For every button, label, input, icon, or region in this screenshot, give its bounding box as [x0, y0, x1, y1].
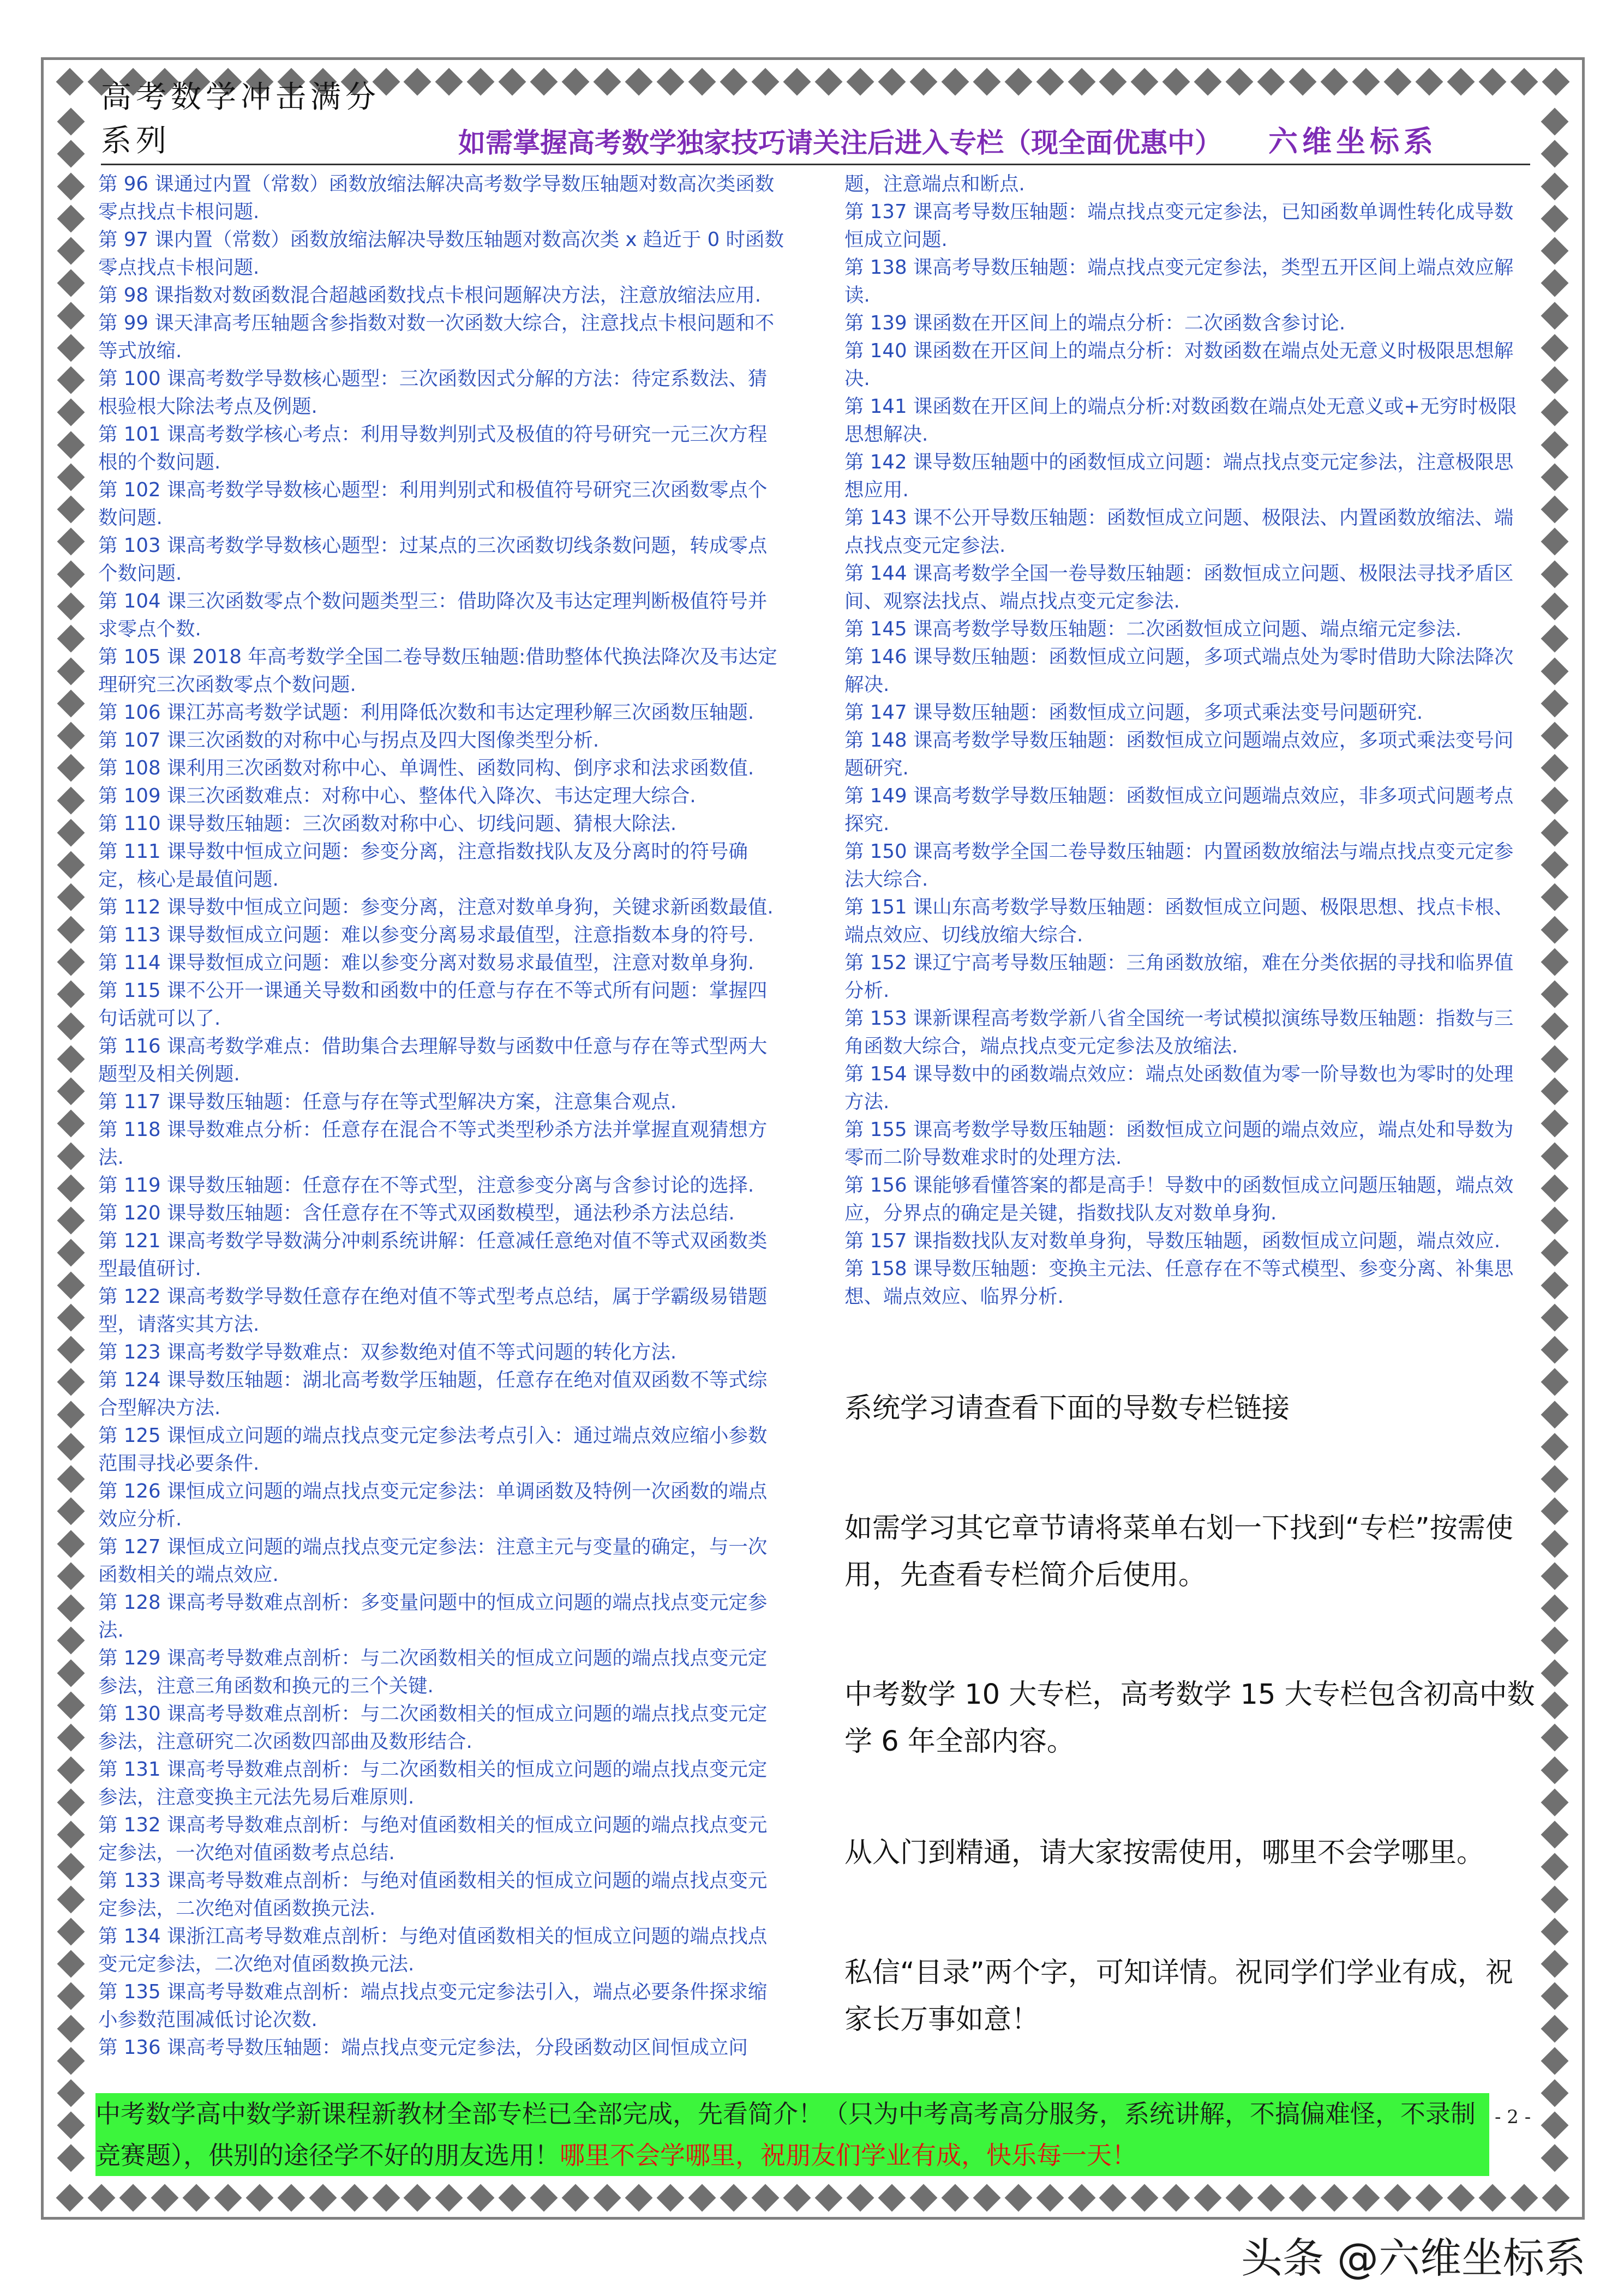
border-diamond	[1541, 1950, 1569, 1978]
border-diamond	[1541, 1692, 1569, 1720]
border-diamond	[752, 2184, 780, 2212]
lesson-item: 第 155 课高考数学导数压轴题：函数恒成立问题的端点效应，端点处和导数为零而二阶导数难求时的处理方法.	[844, 1119, 1514, 1169]
lesson-item: 第 96 课通过内置（常数）函数放缩法解决高考数学导数压轴题对数高次类函数零点找点卡根问题.	[98, 173, 775, 223]
border-diamond	[1541, 625, 1569, 653]
border-diamond	[1478, 68, 1506, 96]
border-diamond	[1541, 948, 1569, 976]
watermark-text: 头条 @六维坐标系	[1241, 2234, 1586, 2282]
lesson-item: 第 147 课导数压轴题：函数恒成立问题，多项式乘法变号问题研究.	[844, 701, 1423, 724]
border-diamond	[1541, 1207, 1569, 1235]
border-diamond	[878, 68, 906, 96]
border-diamond	[57, 851, 85, 879]
border-diamond	[1541, 1303, 1569, 1331]
lesson-item: 第 120 课导数压轴题：含任意存在不等式双函数模型，通法秒杀方法总结.	[98, 1202, 735, 1224]
border-diamond	[1416, 68, 1443, 96]
border-diamond	[1541, 1239, 1569, 1267]
border-diamond	[57, 140, 85, 168]
border-diamond	[1541, 528, 1569, 556]
border-diamond	[57, 1368, 85, 1396]
border-diamond	[57, 172, 85, 200]
border-diamond	[530, 2184, 558, 2212]
border-diamond	[57, 1562, 85, 1590]
lesson-item: 第 115 课不公开一课通关导数和函数中的任意与存在不等式所有问题：掌握四句话就可以了.	[98, 979, 768, 1030]
border-diamond	[57, 1433, 85, 1460]
border-diamond	[941, 2184, 969, 2212]
border-diamond	[688, 2184, 716, 2212]
lesson-item: 第 137 课高考导数压轴题：端点找点变元定参法，已知函数单调性转化成导数恒成立问题.	[844, 201, 1514, 251]
border-diamond	[657, 68, 685, 96]
message-usage: 从入门到精通，请大家按需使用，哪里不会学哪里。	[844, 1837, 1485, 1869]
border-diamond	[1541, 205, 1569, 232]
border-diamond	[151, 2184, 178, 2212]
border-diamond	[1541, 1078, 1569, 1105]
border-diamond	[57, 689, 85, 717]
lesson-item: 第 132 课高考导数难点剖析：与绝对值函数相关的恒成立问题的端点找点变元定参法，一次绝对值函数考点总结.	[98, 1814, 768, 1864]
lesson-item: 第 101 课高考数学核心考点：利用导数判别式及极值的符号研究一元三次方程根的个数问题.	[98, 423, 768, 473]
border-diamond	[1541, 1595, 1569, 1622]
border-bottom	[60, 2187, 1566, 2209]
border-diamond	[1541, 1885, 1569, 1913]
border-diamond	[1541, 269, 1569, 297]
border-diamond	[752, 68, 780, 96]
border-diamond	[57, 302, 85, 329]
lesson-item: 第 154 课导数中的函数端点效应：端点处函数值为零一阶导数也为零时的处理方法.	[844, 1063, 1514, 1113]
lesson-item: 第 119 课导数压轴题：任意存在不等式型，注意参变分离与含参讨论的选择.	[98, 1174, 754, 1197]
border-diamond	[1541, 1627, 1569, 1655]
border-diamond	[245, 2184, 273, 2212]
border-diamond	[1541, 1498, 1569, 1525]
border-diamond	[1541, 916, 1569, 943]
border-diamond	[57, 1013, 85, 1041]
border-diamond	[1099, 2184, 1127, 2212]
lesson-item: 第 111 课导数中恒成立问题：参变分离，注意指数找队友及分离时的符号确定，核心是最值问题.	[98, 840, 748, 891]
border-diamond	[57, 1659, 85, 1687]
border-diamond	[57, 399, 85, 426]
lesson-item: 第 135 课高考导数难点剖析：端点找点变元定参法引入，端点必要条件探求缩小参数范围减低讨论次数.	[98, 1981, 768, 2031]
border-diamond	[1099, 68, 1127, 96]
lesson-item: 第 150 课高考数学全国二卷导数压轴题：内置函数放缩法与端点找点变元定参法大综合.	[844, 840, 1514, 891]
border-diamond	[87, 2184, 115, 2212]
border-diamond	[1541, 140, 1569, 168]
lesson-item: 第 136 课高考导数压轴题：端点找点变元定参法，分段函数动区间恒成立问	[98, 2036, 748, 2059]
border-diamond	[57, 1530, 85, 1558]
border-diamond	[1416, 2184, 1443, 2212]
border-diamond	[688, 68, 716, 96]
border-diamond	[57, 2144, 85, 2172]
promo-text: 如需掌握高考数学独家技巧请关注后进入专栏（现全面优惠中）	[458, 127, 1222, 159]
border-diamond	[625, 2184, 653, 2212]
border-diamond	[1226, 68, 1254, 96]
lesson-item: 第 138 课高考导数压轴题：端点找点变元定参法，类型五开区间上端点效应解读.	[844, 256, 1514, 306]
border-diamond	[1541, 1562, 1569, 1590]
lesson-item: 第 109 课三次函数难点：对称中心、整体代入降次、韦达定理大综合.	[98, 785, 696, 807]
border-diamond	[57, 883, 85, 911]
lesson-item: 第 158 课导数压轴题：变换主元法、任意存在不等式模型、参变分离、补集思想、端点效应、临界分析.	[844, 1258, 1514, 1308]
lesson-item: 第 142 课导数压轴题中的函数恒成立问题：端点找点变元定参法，注意极限思想应用.	[844, 451, 1514, 501]
border-diamond	[1541, 981, 1569, 1008]
border-diamond	[1541, 1821, 1569, 1849]
border-diamond	[467, 2184, 495, 2212]
border-diamond	[909, 68, 937, 96]
border-diamond	[57, 657, 85, 685]
border-diamond	[57, 1336, 85, 1364]
border-diamond	[1541, 754, 1569, 782]
border-diamond	[1541, 657, 1569, 685]
border-diamond	[1541, 399, 1569, 426]
banner-red-text: 哪里不会学哪里，祝朋友们学业有成，快乐每一天！	[560, 2141, 1137, 2170]
lesson-item: 第 97 课内置（常数）函数放缩法解决导数压轴题对数高次类 x 趋近于 0 时函数零点找点卡根问题.	[98, 229, 784, 279]
lesson-item: 题，注意端点和断点.	[844, 173, 1025, 195]
border-diamond	[1541, 172, 1569, 200]
lesson-item: 第 123 课高考数学导数难点：双参数绝对值不等式问题的转化方法.	[98, 1341, 677, 1363]
lesson-item: 第 114 课导数恒成立问题：难以参变分离对数易求最值型，注意对数单身狗.	[98, 952, 754, 974]
border-diamond	[814, 68, 842, 96]
border-diamond	[846, 2184, 874, 2212]
lesson-item: 第 153 课新课程高考数学新八省全国统一考试模拟演练导数压轴题：指数与三角函数大综合，端点找点变元定参法及放缩法.	[844, 1007, 1514, 1057]
border-left	[60, 112, 82, 2168]
border-diamond	[1289, 2184, 1317, 2212]
series-title: 高考数学冲击满分系列	[101, 80, 380, 159]
border-diamond	[57, 205, 85, 232]
border-diamond	[1541, 1271, 1569, 1299]
border-diamond	[530, 68, 558, 96]
border-diamond	[57, 1239, 85, 1267]
border-diamond	[57, 1078, 85, 1105]
lesson-item: 第 100 课高考数学导数核心题型：三次函数因式分解的方法：待定系数法、猜根验根大除法考点及例题.	[98, 368, 768, 418]
border-diamond	[56, 68, 84, 96]
border-diamond	[57, 754, 85, 782]
lesson-item: 第 102 课高考数学导数核心题型：利用判别式和极值符号研究三次函数零点个数问题.	[98, 479, 768, 529]
border-diamond	[1541, 463, 1569, 491]
lesson-item: 第 118 课导数难点分析：任意存在混合不等式类型秒杀方法并掌握直观猜想方法.	[98, 1119, 768, 1169]
border-diamond	[1541, 1756, 1569, 1784]
lesson-list-left	[98, 170, 786, 2061]
lesson-item: 第 98 课指数对数函数混合超越函数找点卡根问题解决方法，注意放缩法应用.	[98, 284, 762, 306]
border-diamond	[57, 108, 85, 136]
border-diamond	[1541, 431, 1569, 459]
border-diamond	[1541, 1918, 1569, 1945]
border-diamond	[57, 981, 85, 1008]
border-diamond	[909, 2184, 937, 2212]
border-diamond	[435, 68, 463, 96]
lesson-list-right	[844, 170, 1532, 1311]
page-header	[101, 80, 1530, 165]
border-diamond	[1321, 68, 1349, 96]
lesson-item: 第 117 课导数压轴题：任意与存在等式型解决方案，注意集合观点.	[98, 1091, 677, 1113]
border-diamond	[1541, 851, 1569, 879]
border-diamond	[1541, 1853, 1569, 1881]
border-diamond	[57, 1982, 85, 2010]
promo-banner	[95, 2093, 1489, 2176]
border-diamond	[1510, 68, 1538, 96]
border-diamond	[56, 2184, 84, 2212]
border-diamond	[57, 2015, 85, 2042]
border-diamond	[1036, 68, 1064, 96]
message-private-contact: 私信“目录”两个字，可知详情。祝同学们学业有成，祝家长万事如意！	[844, 1957, 1513, 2036]
border-diamond	[57, 560, 85, 588]
border-diamond	[340, 2184, 368, 2212]
lesson-item: 第 148 课高考数学导数压轴题：函数恒成立问题端点效应，多项式乘法变号问题研究.	[844, 729, 1514, 779]
border-diamond	[499, 68, 526, 96]
border-diamond	[973, 2184, 1000, 2212]
border-diamond	[1194, 2184, 1222, 2212]
border-diamond	[372, 2184, 400, 2212]
lesson-item: 第 127 课恒成立问题的端点找点变元定参法：注意主元与变量的确定，与一次函数相关的端点效应.	[98, 1536, 768, 1586]
border-diamond	[57, 1724, 85, 1752]
border-diamond	[1352, 68, 1380, 96]
lesson-item: 第 128 课高考导数难点剖析：多变量问题中的恒成立问题的端点找点变元定参法.	[98, 1591, 768, 1642]
border-diamond	[57, 1692, 85, 1720]
lesson-item: 第 129 课高考导数难点剖析：与二次函数相关的恒成立问题的端点找点变元定参法，注意三角函数和换元的三个关键.	[98, 1647, 768, 1697]
border-diamond	[1510, 2184, 1538, 2212]
border-diamond	[57, 1045, 85, 1073]
border-diamond	[1162, 2184, 1190, 2212]
border-diamond	[1541, 366, 1569, 394]
border-diamond	[435, 2184, 463, 2212]
border-diamond	[1068, 68, 1095, 96]
border-diamond	[1036, 2184, 1064, 2212]
border-diamond	[1541, 2047, 1569, 2075]
lesson-item: 第 99 课天津高考压轴题含参指数对数一次函数大综合，注意找点卡根问题和不等式放缩.	[98, 312, 775, 362]
lesson-item: 第 106 课江苏高考数学试题：利用降低次数和韦达定理秒解三次函数压轴题.	[98, 701, 754, 724]
border-diamond	[57, 1885, 85, 1913]
watermark	[1241, 2225, 1586, 2285]
border-diamond	[57, 2079, 85, 2107]
border-diamond	[1004, 68, 1032, 96]
border-diamond	[1384, 68, 1412, 96]
brand-name: 六维坐标系	[1268, 124, 1437, 159]
lesson-item: 第 122 课高考数学导数任意存在绝对值不等式型考点总结，属于学霸级易错题型，请落实其方法.	[98, 1285, 768, 1336]
lesson-item: 第 134 课浙江高考导数难点剖析：与绝对值函数相关的恒成立问题的端点找点变元定参法，二次绝对值函数换元法.	[98, 1925, 768, 1975]
border-diamond	[1541, 334, 1569, 362]
border-diamond	[1541, 2079, 1569, 2107]
border-diamond	[214, 2184, 242, 2212]
border-diamond	[57, 496, 85, 524]
border-diamond	[1542, 68, 1569, 96]
border-diamond	[783, 68, 811, 96]
border-diamond	[1131, 2184, 1159, 2212]
border-diamond	[119, 2184, 147, 2212]
border-diamond	[1194, 68, 1222, 96]
border-diamond	[878, 2184, 906, 2212]
border-diamond	[57, 1303, 85, 1331]
border-diamond	[57, 948, 85, 976]
border-diamond	[1541, 2112, 1569, 2139]
border-diamond	[1004, 2184, 1032, 2212]
border-diamond	[499, 2184, 526, 2212]
message-column-menu: 如需学习其它章节请将菜单右划一下找到“专栏”按需使用，先查看专栏简介后使用。	[844, 1512, 1513, 1591]
lesson-item: 第 124 课导数压轴题：湖北高考数学压轴题，任意存在绝对值双函数不等式综合型解决方法.	[98, 1369, 768, 1419]
border-diamond	[57, 528, 85, 556]
lesson-item: 第 110 课导数压轴题：三次函数对称中心、切线问题、猜根大除法.	[98, 813, 677, 835]
lesson-item: 第 133 课高考导数难点剖析：与绝对值函数相关的恒成立问题的端点找点变元定参法，二次绝对值函数换元法.	[98, 1870, 768, 1920]
border-diamond	[1541, 1433, 1569, 1460]
border-diamond	[1226, 2184, 1254, 2212]
border-diamond	[1542, 2184, 1569, 2212]
lesson-item: 第 105 课 2018 年高考数学全国二卷导数压轴题:借助整体代换法降次及韦达定理研究三次函数零点个数问题.	[98, 646, 777, 696]
border-diamond	[57, 625, 85, 653]
lesson-item: 第 116 课高考数学难点：借助集合去理解导数与函数中任意与存在等式型两大题型及相关例题.	[98, 1035, 768, 1085]
lesson-item: 第 146 课导数压轴题：函数恒成立问题，多项式端点处为零时借助大除法降次解决.	[844, 646, 1514, 696]
border-diamond	[277, 2184, 305, 2212]
border-diamond	[1541, 1336, 1569, 1364]
border-diamond	[1068, 2184, 1095, 2212]
border-diamond	[594, 68, 621, 96]
border-diamond	[57, 1401, 85, 1428]
border-diamond	[1541, 819, 1569, 846]
border-diamond	[1541, 237, 1569, 265]
border-diamond	[57, 786, 85, 814]
lesson-item: 第 145 课高考数学导数压轴题：二次函数恒成立问题、端点缩元定参法.	[844, 618, 1462, 640]
border-diamond	[1541, 1530, 1569, 1558]
border-diamond	[1541, 722, 1569, 750]
border-diamond	[657, 2184, 685, 2212]
border-diamond	[1162, 68, 1190, 96]
border-diamond	[57, 916, 85, 943]
page-number: - 2 -	[1495, 2106, 1531, 2128]
border-diamond	[57, 1271, 85, 1299]
border-diamond	[1384, 2184, 1412, 2212]
border-diamond	[57, 2112, 85, 2139]
border-diamond	[1541, 1465, 1569, 1493]
border-diamond	[57, 366, 85, 394]
border-diamond	[1541, 689, 1569, 717]
lesson-item: 第 130 课高考导数难点剖析：与二次函数相关的恒成立问题的端点找点变元定参法，注意研究二次函数四部曲及数形结合.	[98, 1703, 768, 1753]
border-diamond	[57, 1207, 85, 1235]
border-diamond	[1289, 68, 1317, 96]
border-diamond	[1541, 1013, 1569, 1041]
lesson-item: 第 126 课恒成立问题的端点找点变元定参法：单调函数及特例一次函数的端点效应分析.	[98, 1480, 768, 1530]
border-diamond	[814, 2184, 842, 2212]
lesson-item: 第 104 课三次函数零点个数问题类型三：借助降次及韦达定理判断极值符号并求零点个数.	[98, 590, 768, 640]
border-diamond	[594, 2184, 621, 2212]
lesson-item: 第 152 课辽宁高考导数压轴题：三角函数放缩，难在分类依据的寻找和临界值分析.	[844, 952, 1514, 1002]
border-diamond	[182, 2184, 210, 2212]
border-diamond	[57, 1756, 85, 1784]
lesson-item: 第 125 课恒成立问题的端点找点变元定参法考点引入：通过端点效应缩小参数范围寻找必要条件.	[98, 1425, 768, 1475]
border-diamond	[404, 2184, 432, 2212]
border-diamond	[1541, 1982, 1569, 2010]
border-diamond	[57, 2047, 85, 2075]
border-diamond	[941, 68, 969, 96]
message-columns-count: 中考数学 10 大专栏，高考数学 15 大专栏包含初高中数学 6 年全部内容。	[844, 1679, 1535, 1758]
border-diamond	[1352, 2184, 1380, 2212]
border-diamond	[783, 2184, 811, 2212]
border-diamond	[57, 1950, 85, 1978]
border-diamond	[57, 431, 85, 459]
lesson-item: 第 121 课高考数学导数满分冲刺系统讲解：任意减任意绝对值不等式双函数类型最值研讨.	[98, 1230, 768, 1280]
border-diamond	[1257, 2184, 1285, 2212]
border-diamond	[1131, 68, 1159, 96]
border-diamond	[57, 819, 85, 846]
lesson-item: 第 107 课三次函数的对称中心与拐点及四大图像类型分析.	[98, 729, 600, 752]
border-diamond	[57, 1498, 85, 1525]
border-diamond	[1541, 1788, 1569, 1816]
border-diamond	[1541, 496, 1569, 524]
border-diamond	[846, 68, 874, 96]
border-diamond	[1541, 560, 1569, 588]
border-diamond	[57, 1853, 85, 1881]
border-diamond	[1541, 1110, 1569, 1138]
border-diamond	[1321, 2184, 1349, 2212]
lesson-item: 第 157 课指数找队友对数单身狗，导数压轴题，函数恒成立问题，端点效应.	[844, 1230, 1501, 1252]
lesson-item: 第 156 课能够看懂答案的都是高手！导数中的函数恒成立问题压轴题，端点效应，分界点的确定是关键，指数找队友对数单身狗.	[844, 1174, 1514, 1224]
border-diamond	[973, 68, 1000, 96]
lesson-item: 第 131 课高考导数难点剖析：与二次函数相关的恒成立问题的端点找点变元定参法，注意变换主元法先易后难原则.	[98, 1758, 768, 1808]
border-diamond	[562, 2184, 590, 2212]
border-diamond	[57, 1627, 85, 1655]
border-diamond	[57, 1174, 85, 1202]
lesson-item: 第 112 课导数中恒成立问题：参变分离，注意对数单身狗，关键求新函数最值.	[98, 896, 774, 918]
banner-text: 中考数学高中数学新课程新教材全部专栏已全部完成，先看简介！（只为中考高考高分服务，系统讲解，不搞偏难怪，不录制竞赛题），供别的途径学不好的朋友选用！	[95, 2099, 1476, 2170]
border-diamond	[1541, 786, 1569, 814]
border-diamond	[57, 463, 85, 491]
border-diamond	[57, 1110, 85, 1138]
border-diamond	[1541, 1659, 1569, 1687]
border-diamond	[720, 2184, 748, 2212]
border-diamond	[57, 1142, 85, 1170]
border-diamond	[1541, 1045, 1569, 1073]
border-diamond	[1447, 2184, 1475, 2212]
border-diamond	[1541, 883, 1569, 911]
border-diamond	[1478, 2184, 1506, 2212]
lesson-item: 第 141 课函数在开区间上的端点分析:对数函数在端点处无意义或+无穷时极限思想解决.	[844, 395, 1517, 446]
border-diamond	[57, 1821, 85, 1849]
border-diamond	[1541, 2015, 1569, 2042]
lesson-item: 第 151 课山东高考数学导数压轴题：函数恒成立问题、极限思想、找点卡根、端点效应、切线放缩大综合.	[844, 896, 1514, 946]
border-diamond	[1541, 1142, 1569, 1170]
border-diamond	[720, 68, 748, 96]
lesson-item: 第 149 课高考数学导数压轴题：函数恒成立问题端点效应，非多项式问题考点探究.	[844, 785, 1514, 835]
message-derivative-link: 系统学习请查看下面的导数专栏链接	[844, 1392, 1290, 1425]
border-diamond	[57, 237, 85, 265]
border-diamond	[1257, 68, 1285, 96]
border-diamond	[562, 68, 590, 96]
border-diamond	[1541, 1401, 1569, 1428]
border-diamond	[1541, 2144, 1569, 2172]
lesson-item: 第 103 课高考数学导数核心题型：过某点的三次函数切线条数问题，转成零点个数问题.	[98, 534, 768, 585]
border-diamond	[57, 722, 85, 750]
lesson-item: 第 144 课高考数学全国一卷导数压轴题：函数恒成立问题、极限法寻找矛盾区间、观察法找点、端点找点变元定参法.	[844, 562, 1514, 612]
border-diamond	[57, 269, 85, 297]
border-diamond	[57, 1918, 85, 1945]
border-diamond	[57, 593, 85, 621]
border-diamond	[57, 1595, 85, 1622]
lesson-item: 第 108 课利用三次函数对称中心、单调性、函数同构、倒序求和法求函数值.	[98, 757, 754, 779]
border-diamond	[309, 2184, 337, 2212]
border-diamond	[57, 1788, 85, 1816]
border-diamond	[1541, 593, 1569, 621]
lesson-item: 第 113 课导数恒成立问题：难以参变分离易求最值型，注意指数本身的符号.	[98, 924, 754, 946]
border-diamond	[57, 334, 85, 362]
border-diamond	[1541, 108, 1569, 136]
lesson-item: 第 143 课不公开导数压轴题：函数恒成立问题、极限法、内置函数放缩法、端点找点变元定参法.	[844, 507, 1514, 557]
lesson-item: 第 139 课函数在开区间上的端点分析：二次函数含参讨论.	[844, 312, 1346, 334]
border-right	[1544, 112, 1566, 2168]
border-diamond	[1541, 1368, 1569, 1396]
lesson-item: 第 140 课函数在开区间上的端点分析：对数函数在端点处无意义时极限思想解决.	[844, 340, 1514, 390]
border-diamond	[1447, 68, 1475, 96]
border-diamond	[625, 68, 653, 96]
border-diamond	[1541, 1724, 1569, 1752]
border-diamond	[467, 68, 495, 96]
border-diamond	[1541, 1174, 1569, 1202]
border-diamond	[57, 1465, 85, 1493]
border-diamond	[1541, 302, 1569, 329]
